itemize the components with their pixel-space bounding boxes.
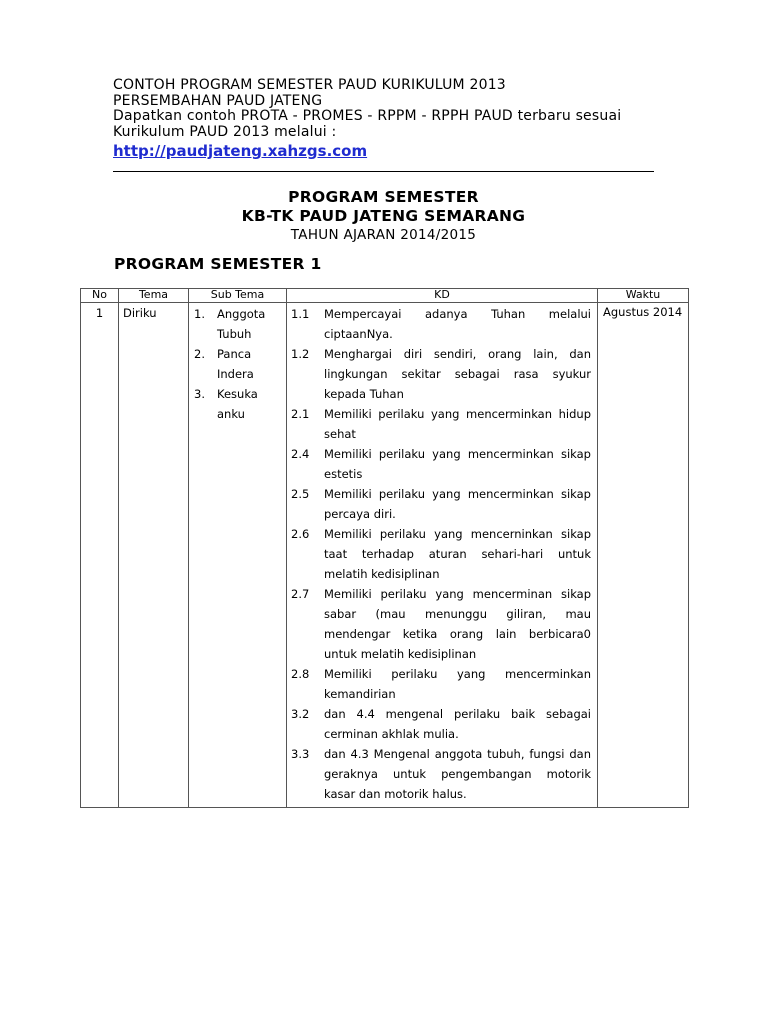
header-line-4: Kurikulum PAUD 2013 melalui :	[113, 123, 337, 140]
kd-text: Memiliki perilaku yang mencerminkan hidup sehat	[324, 407, 591, 441]
kd-number: 1.1	[291, 307, 310, 321]
list-item	[291, 404, 591, 444]
list-item	[291, 524, 591, 584]
header-sub-tema: Sub Tema	[189, 289, 287, 303]
kd-number: 2.6	[291, 527, 310, 541]
kd-number: 3.3	[291, 747, 310, 761]
header-kd: KD	[287, 289, 598, 303]
list-item	[194, 304, 286, 344]
header-line-3: Dapatkan contoh PROTA - PROMES - RPPM - RPPH PAUD terbaru sesuai	[113, 108, 622, 124]
kd-text: dan 4.4 mengenal perilaku baik sebagai cerminan akhlak mulia.	[324, 707, 591, 741]
kd-text: Memiliki perilaku yang mencerminkan sikap estetis	[324, 447, 591, 481]
title-line-3: TAHUN AJARAN 2014/2015	[290, 227, 477, 243]
list-item-text: Panca Indera	[217, 347, 254, 381]
table-row	[81, 303, 689, 808]
header-no: No	[81, 289, 119, 303]
kd-number: 2.7	[291, 587, 310, 601]
list-item	[291, 584, 591, 664]
kd-text: Mempercayai adanya Tuhan melalui ciptaanNya.	[324, 307, 591, 341]
title-line-1: PROGRAM SEMESTER	[288, 188, 479, 206]
program-table	[80, 288, 689, 808]
cell-tema: Diriku	[119, 303, 189, 808]
document-title	[113, 188, 654, 244]
list-item	[291, 344, 591, 404]
header-line-1: CONTOH PROGRAM SEMESTER PAUD KURIKULUM 2013	[113, 77, 506, 93]
kd-text: Memiliki perilaku yang mencerninkan sikap taat terhadap aturan sehari-hari untuk melatih kedisiplinan	[324, 527, 591, 581]
kd-number: 2.5	[291, 487, 310, 501]
list-item	[291, 744, 591, 804]
kd-number: 2.8	[291, 667, 310, 681]
header-waktu: Waktu	[598, 289, 689, 303]
cell-no: 1	[81, 303, 119, 808]
list-item	[194, 344, 286, 384]
horizontal-divider	[113, 171, 654, 172]
kd-number: 1.2	[291, 347, 310, 361]
list-item	[291, 664, 591, 704]
table-header-row	[81, 289, 689, 303]
header-tema: Tema	[119, 289, 189, 303]
kd-text: dan 4.3 Mengenal anggota tubuh, fungsi dan geraknya untuk pengembangan motorik kasar dan motorik halus.	[324, 747, 591, 801]
kd-text: Memiliki perilaku yang mencerminan sikap sabar (mau menunggu giliran, mau mendengar ketika orang lain berbicara0 untuk melatih kedisiplinan	[324, 587, 591, 661]
cell-waktu: Agustus 2014	[598, 303, 689, 808]
kd-text: Memiliki perilaku yang mencerminkan sikap percaya diri.	[324, 487, 591, 521]
kd-number: 2.4	[291, 447, 310, 461]
list-item-number: 2.	[194, 347, 205, 361]
list-item	[291, 704, 591, 744]
kd-number: 2.1	[291, 407, 310, 421]
header-line-2: PERSEMBAHAN PAUD JATENG	[113, 92, 323, 109]
kd-text: Menghargai diri sendiri, orang lain, dan lingkungan sekitar sebagai rasa syukur kepada Tuhan	[324, 347, 591, 401]
list-item-text: Kesuka anku	[217, 387, 258, 421]
list-item	[194, 384, 286, 424]
list-item-text: Anggota Tubuh	[217, 307, 266, 341]
kd-number: 3.2	[291, 707, 310, 721]
title-line-2: KB-TK PAUD JATENG SEMARANG	[241, 207, 526, 225]
document-header	[113, 78, 658, 160]
list-item	[291, 444, 591, 484]
cell-sub-tema	[189, 303, 287, 808]
list-item-number: 3.	[194, 387, 205, 401]
section-title: PROGRAM SEMESTER 1	[114, 255, 322, 273]
list-item	[291, 304, 591, 344]
kd-text: Memiliki perilaku yang mencerminkan kemandirian	[324, 667, 591, 701]
list-item	[291, 484, 591, 524]
list-item-number: 1.	[194, 307, 205, 321]
cell-kd	[287, 303, 598, 808]
website-link[interactable]: http://paudjateng.xahzgs.com	[113, 142, 368, 160]
